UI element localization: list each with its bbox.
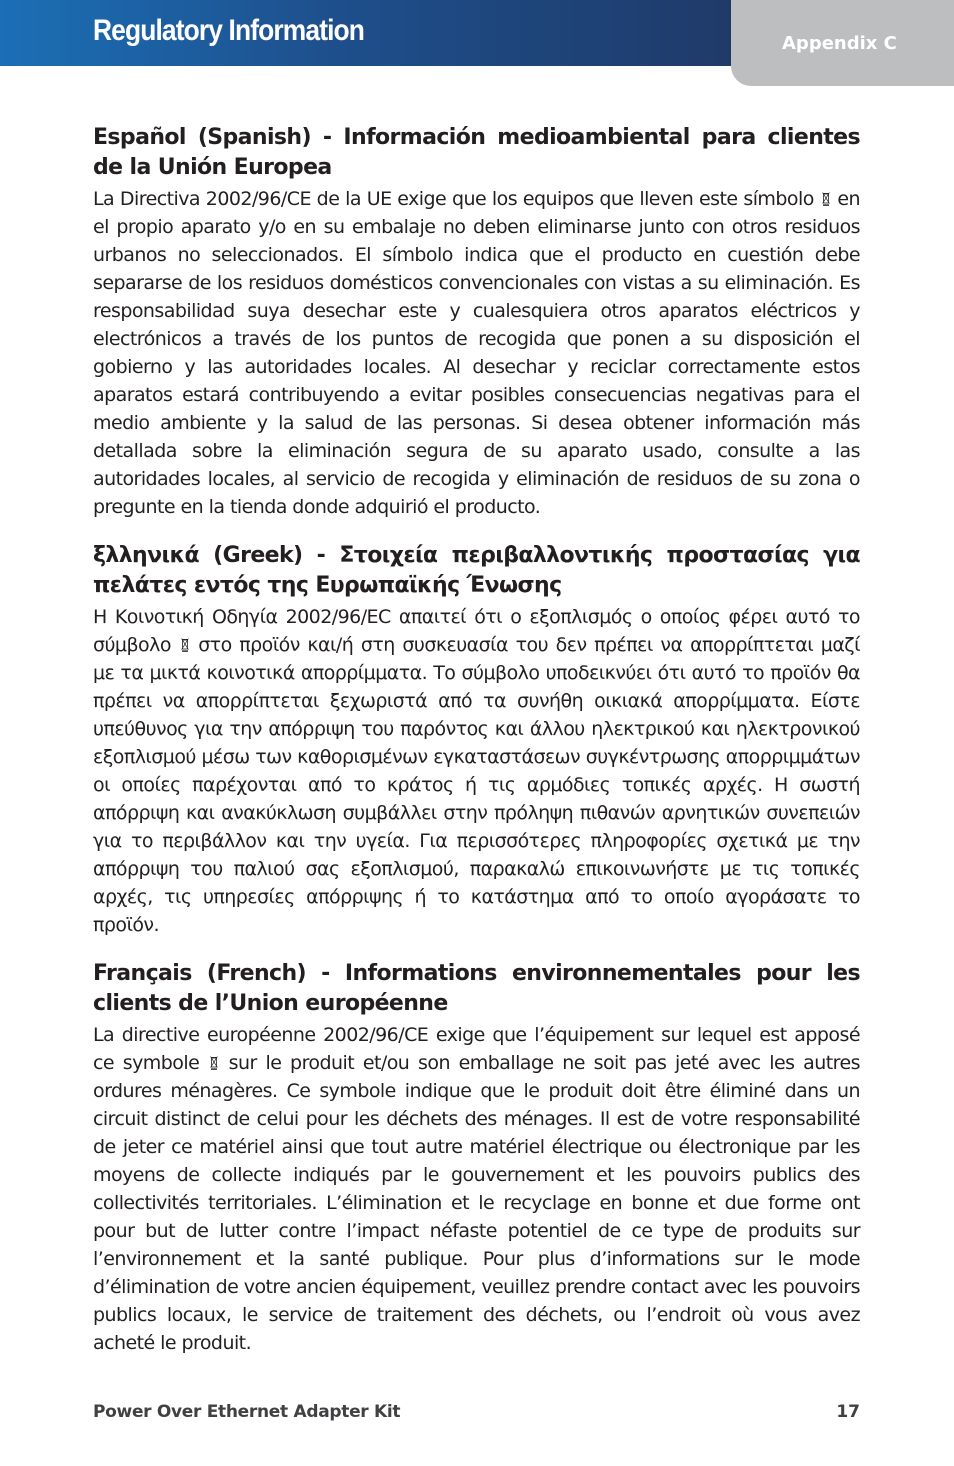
footer-product-name: Power Over Ethernet Adapter Kit bbox=[93, 1402, 401, 1422]
section-heading: ξλληνικά (Greek) - Στοιχεία περιβαλλοντικής προστασίας για πελάτες εντός της Ευρωπαϊκής Ένωσης bbox=[93, 543, 860, 598]
body-text: στο προϊόν και/ή στη συσκευασία του δεν πρέπει να απορρίπτεται μαζί με τα μικτά κοινοτικά απορρίμματα. Το σύμβολο υποδεικνύει ότι αυτό το προϊόν θα πρέπει να απορρίπτεται ξεχωριστά από τα συνήθη οικιακά απορρίμματα. Είστε υπεύθυνος για την απόρριψη του παρόντος και άλλου ηλεκτρικού και ηλεκτρονικού εξοπλισμού μέσω των καθορισμένων εγκαταστάσεων συγκέντρωσης απορριμμάτων οι οποίες παρέχονται από το κράτος ή τις αρμόδιες τοπικές αρχές. Η σωστή απόρριψη και ανακύκλωση συμβάλλει στην πρόληψη πιθανών αρνητικών συνεπειών για το περιβάλλον και την υγεία. Για περισσότερες πληροφορίες σχετικά με την απόρριψη του παλιού σας εξοπλισμού, παρακαλώ επικοινωνήστε με τις τοπικές αρχές, τις υπηρεσίες απόρριψης ή το κατάστημα από το οποίο αγοράσατε το προϊόν. bbox=[93, 634, 860, 936]
body-text: La Directiva 2002/96/CE de la UE exige que los equipos que lleven este símbolo bbox=[93, 188, 814, 210]
appendix-label: Appendix C bbox=[782, 33, 897, 54]
footer-page-number: 17 bbox=[836, 1402, 860, 1422]
weee-bin-icon bbox=[822, 191, 830, 206]
weee-bin-icon bbox=[181, 637, 189, 652]
section-heading: Español (Spanish) - Información medioambiental para clientes de la Unión Europea bbox=[93, 125, 860, 180]
body-text: La directive européenne 2002/96/CE exige que l’équipement sur lequel est apposé ce symbole bbox=[93, 1024, 860, 1074]
main-content bbox=[93, 123, 860, 1377]
section-french bbox=[93, 959, 860, 1357]
section-heading: Français (French) - Informations environnementales pour les clients de l’Union européenne bbox=[93, 961, 860, 1016]
weee-bin-icon bbox=[210, 1055, 218, 1070]
section-spanish bbox=[93, 123, 860, 521]
section-greek bbox=[93, 541, 860, 939]
body-text: Η Κοινοτική Οδηγία 2002/96/EC απαιτεί ότι ο εξοπλισμός ο οποίος φέρει αυτό το σύμβολο bbox=[93, 606, 860, 656]
section-body bbox=[93, 1021, 860, 1357]
section-body bbox=[93, 185, 860, 521]
body-text: en el propio aparato y/o en su embalaje no deben eliminarse junto con otros residuos urbanos no seleccionados. El símbolo indica que el producto en cuestión debe separarse de los residuos domésticos convencionales con vistas a su eliminación. Es responsabilidad suya desechar este y cualesquiera otros aparatos eléctricos y electrónicos a través de los puntos de recogida que ponen a su disposición el gobierno y las autoridades locales. Al desechar y reciclar correctamente estos aparatos estará contribuyendo a evitar posibles consecuencias negativas para el medio ambiente y la salud de las personas. Si desea obtener información más detallada sobre la eliminación segura de su aparato usado, consulte a las autoridades locales, al servicio de recogida y eliminación de residuos de su zona o pregunte en la tienda donde adquirió el producto. bbox=[93, 188, 860, 518]
body-text: sur le produit et/ou son emballage ne soit pas jeté avec les autres ordures ménagères. Ce symbole indique que le produit doit être éliminé dans un circuit distinct de celui pour les déchets des ménages. Il est de votre responsabilité de jeter ce matériel ainsi que tout autre matériel électrique ou électronique par les moyens de collecte indiqués par le gouvernement et les pouvoirs publics des collectivités territoriales. L’élimination et le recyclage en bonne et due forme ont pour but de lutter contre l’impact néfaste potentiel de ce type de produits sur l’environnement et la santé publique. Pour plus d’informations sur le mode d’élimination de votre ancien équipement, veuillez prendre contact avec les pouvoirs publics locaux, le service de traitement des déchets, ou l’endroit où vous avez acheté le produit. bbox=[93, 1052, 860, 1354]
section-body bbox=[93, 603, 860, 939]
page-title: Regulatory Information bbox=[93, 14, 365, 47]
